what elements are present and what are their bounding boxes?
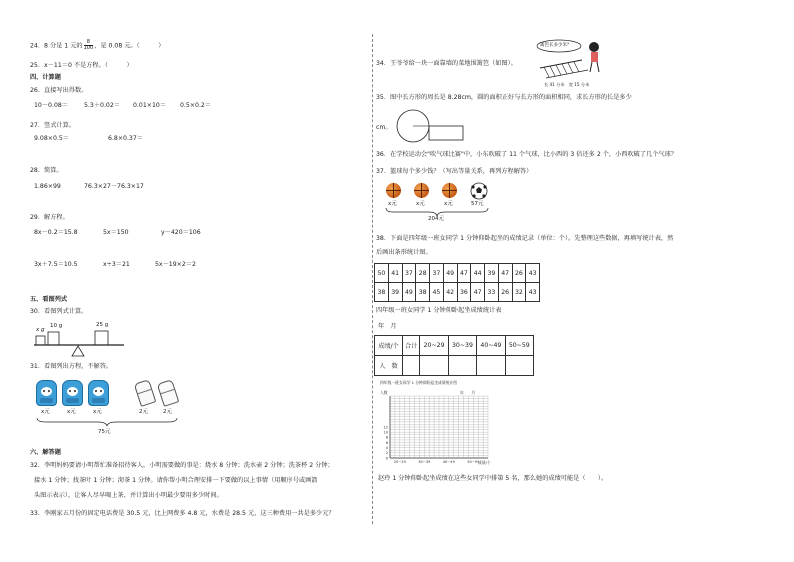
backpack-icon [88, 380, 109, 406]
question-32-line: 32．李明妈妈要请小明帮忙准备招待客人，小明需要做的事是：烧水 8 分钟；洗水壶 2 分钟；洗茶杯 2 分钟； [30, 462, 334, 469]
chart-x-tick-label: 20~29 [393, 460, 406, 464]
table-header-cell: 20~29 [420, 336, 448, 356]
table-header-cell: 合计 [403, 336, 420, 356]
data-cell: 33 [485, 283, 499, 302]
basketball-icon [386, 183, 401, 198]
section-4-heading: 四、计算题 [30, 74, 61, 81]
equation-item: 5x－19×2＝2 [155, 261, 196, 268]
equation-item: 3x＋7.5＝10.5 [34, 261, 78, 268]
empty-cell[interactable] [448, 356, 476, 376]
calc-item: 76.3×27－76.3×17 [84, 183, 144, 190]
data-cell: 47 [457, 264, 471, 283]
data-cell: 37 [430, 264, 444, 283]
table-header-cell: 成绩/个 [375, 336, 403, 356]
calc-item: 6.8×0.37＝ [108, 135, 143, 142]
data-cell: 49 [402, 283, 416, 302]
chart-date: 年 月 [460, 390, 476, 395]
weight-label-x: x g [36, 327, 45, 333]
calc-item: 0.01×10＝ [133, 102, 167, 109]
empty-cell[interactable] [403, 356, 420, 376]
data-cell: 43 [526, 264, 540, 283]
section-5-heading: 五、看图列式 [30, 296, 68, 303]
price-label: x元 [67, 409, 76, 415]
chart-y-tick-label: 12 [383, 425, 388, 430]
equation-item: 5x＝150 [103, 229, 129, 236]
question-35: 35．图中长方形的周长是 8.28cm，圆的面积正好与长方形的面积相同，求长方形的长是多少 [376, 94, 632, 101]
chart-title: 四年级一班女同学 1 分钟仰卧起坐成绩统计图 [380, 380, 457, 385]
fraction: $\frac{8}{100}$ [83, 39, 94, 51]
chart-y-unit: 人数 [380, 390, 388, 395]
question-30: 30．看图列式计算。 [30, 308, 88, 315]
data-cell: 45 [430, 283, 444, 302]
data-cell: 39 [388, 283, 402, 302]
data-cell: 42 [443, 283, 457, 302]
empty-cell[interactable] [477, 356, 505, 376]
total-brace [36, 417, 178, 427]
question-24: 24．8 分是 1 元的 $\frac{8}{100}$ ，是 0.08 元。（ ） [30, 39, 165, 51]
question-37: 37．篮球每个多少钱？（写出等量关系，再列方程解答） [376, 168, 533, 175]
soccer-ball-icon [470, 182, 488, 200]
data-cell: 26 [512, 264, 526, 283]
total-label: 75元 [98, 429, 111, 435]
table-header-cell: 40~49 [477, 336, 505, 356]
balance-scale-figure [32, 318, 128, 358]
section-6-heading: 六、解答题 [30, 449, 61, 456]
blank-bar-chart [376, 388, 496, 470]
data-cell: 47 [471, 283, 485, 302]
chart-y-tick-label: 8 [385, 435, 388, 440]
question-38-line: 后画出条形统计图。 [376, 249, 432, 256]
basketball-icon [442, 183, 457, 198]
fence-dimension-label: 长 41 分米 宽 15 分米 [544, 82, 590, 87]
price-label: 2元 [139, 409, 148, 415]
calc-item: 10－0.08＝ [34, 102, 69, 109]
backpack-icon [36, 380, 57, 406]
chart-y-tick-label: 6 [385, 440, 388, 445]
chart-y-tick-label: 10 [383, 430, 388, 435]
data-cell: 38 [375, 283, 389, 302]
question-33: 33．李刚家五月份的固定电话费是 30.5 元，比上网费多 4.8 元，水费是 28.5 元，这三种费用一共是多少元？ [30, 510, 335, 517]
data-cell: 49 [443, 264, 457, 283]
question-25: 25．x－11＝0 不是方程。（ ） [30, 62, 133, 69]
table-row [375, 336, 534, 356]
question-31: 31．看图列出方程，不解答。 [30, 363, 113, 370]
data-cell: 28 [416, 264, 430, 283]
data-cell: 44 [471, 264, 485, 283]
equation-item: 8x－0.2＝15.8 [34, 229, 78, 236]
question-32-line: 接水 1 分钟；找茶叶 1 分钟；沏茶 1 分钟。请你帮小明合理安排一下要做的以上事情（用顺序号或画箭 [34, 477, 318, 484]
equation-item: x÷3＝21 [103, 261, 130, 268]
data-cell: 36 [457, 283, 471, 302]
question-38-line: 38．下面是四年级一班女同学 1 分钟仰卧起坐的成绩记录（单位：个）。先整理这些数据，再填写统计表，然 [376, 235, 674, 242]
calc-item: 0.5×0.2＝ [180, 102, 212, 109]
question-35-unit: cm。 [376, 124, 392, 131]
fence-bubble-text: 篱笆长多少米？ [540, 43, 572, 48]
data-cell: 43 [526, 283, 540, 302]
table-row-label: 人 数 [375, 356, 403, 376]
stats-table-date: 年 月 [378, 323, 397, 330]
price-label: x元 [41, 409, 50, 415]
question-36: 36．在学校运动会"吹气球比赛"中，小东吹破了 11 个气球，比小西的 3 倍还多 2 个，小西吹破了几个气球？ [376, 151, 677, 158]
table-header-cell: 30~39 [448, 336, 476, 356]
data-cell: 50 [375, 264, 389, 283]
raw-data-table [374, 263, 540, 302]
weight-label-10: 10 g [50, 323, 63, 329]
weight-label-25: 25 g [96, 322, 109, 328]
eraser-icon [157, 379, 180, 407]
question-34: 34．王爷爷给一块一面靠墙的菜地围篱笆（如图）。 [376, 60, 517, 67]
question-38-tail: 赵玲 1 分钟仰卧起坐成绩在这些女同学中排第 5 名，那么她的成绩可能是（ ）。 [378, 475, 608, 482]
chart-y-tick-label: 0 [385, 456, 388, 461]
chart-x-tick-label: 40~49 [442, 460, 455, 464]
eraser-icon [134, 379, 157, 407]
chart-x-tick-label: 30~39 [418, 460, 431, 464]
chart-x-tick-label: 50~59 [467, 460, 480, 464]
circle-rectangle-figure [396, 108, 466, 144]
table-row [375, 264, 540, 283]
data-cell: 47 [498, 264, 512, 283]
data-cell: 32 [512, 283, 526, 302]
data-cell: 39 [485, 264, 499, 283]
question-26: 26．直接写出得数。 [30, 87, 88, 94]
table-header-cell: 50~59 [505, 336, 533, 356]
price-label: x元 [93, 409, 102, 415]
data-cell: 37 [402, 264, 416, 283]
price-label: 57元 [471, 201, 484, 207]
backpack-icon [62, 380, 83, 406]
data-cell: 26 [498, 283, 512, 302]
equation-item: y－420＝106 [161, 229, 201, 236]
price-label: x元 [444, 201, 453, 207]
price-label: 2元 [163, 409, 172, 415]
question-32-line: 头图示表示），让客人尽早喝上茶，并计算出小明最少要用多少时间。 [34, 492, 223, 499]
empty-cell[interactable] [505, 356, 533, 376]
stats-table [374, 335, 534, 376]
calc-item: 5.3＋0.02＝ [84, 102, 120, 109]
question-28: 28．简算。 [30, 167, 63, 174]
chart-y-tick-label: 2 [385, 451, 388, 456]
stats-table-title: 四年级一班女同学 1 分钟仰卧起坐成绩统计表 [376, 307, 502, 314]
price-label: x元 [388, 201, 397, 207]
chart-x-unit: 成绩/个 [478, 460, 491, 465]
price-label: x元 [416, 201, 425, 207]
table-row [375, 283, 540, 302]
chart-y-tick-label: 4 [385, 445, 388, 450]
question-27: 27．竖式计算。 [30, 122, 75, 129]
calc-item: 1.86×99 [34, 183, 61, 190]
empty-cell[interactable] [420, 356, 448, 376]
calc-item: 9.08×0.5＝ [34, 135, 69, 142]
column-divider [372, 34, 373, 524]
data-cell: 41 [388, 264, 402, 283]
question-29: 29．解方程。 [30, 214, 69, 221]
basketball-icon [414, 183, 429, 198]
total-label: 204元 [428, 216, 444, 222]
data-cell: 38 [416, 283, 430, 302]
table-row [375, 356, 534, 376]
